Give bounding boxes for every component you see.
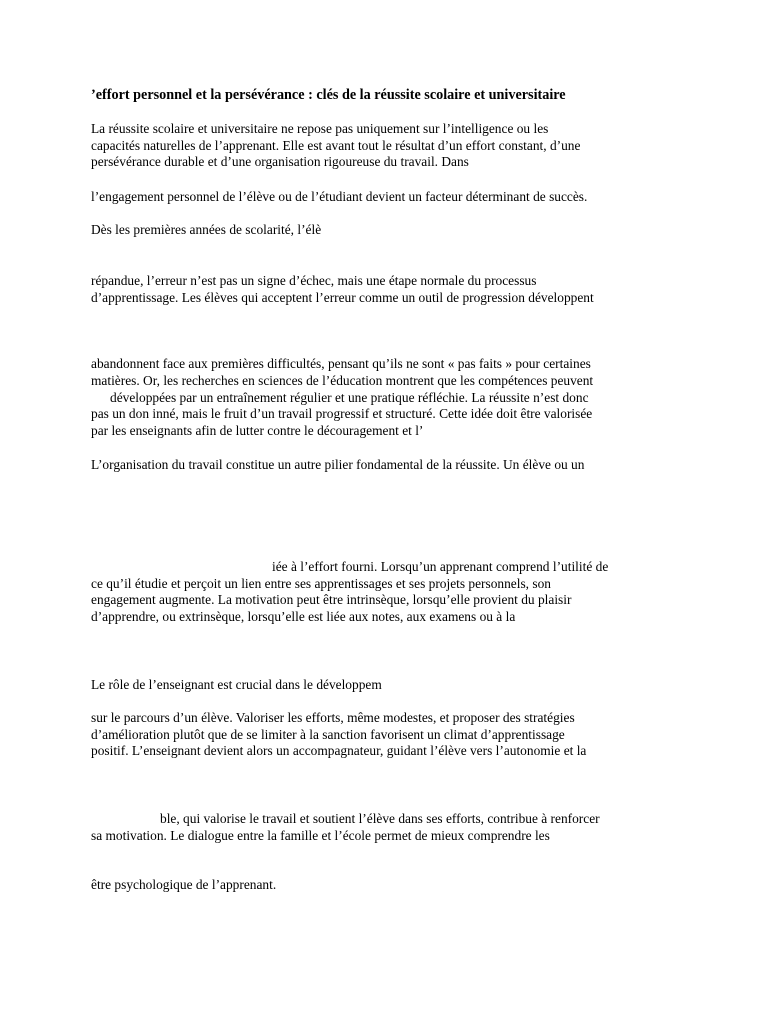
text-line: ble, qui valorise le travail et soutient l’élève dans ses efforts, contribue à renforcer [160, 811, 600, 826]
text-line: engagement augmente. La motivation peut être intrinsèque, lorsqu’elle provient du plaisir [91, 592, 572, 607]
text-line: développées par un entraînement régulier et une pratique réfléchie. La réussite n’est donc [110, 389, 589, 405]
text-line: par les enseignants afin de lutter contre le découragement et l’ [91, 422, 424, 438]
text-line: répandue, l’erreur n’est pas un signe d’échec, mais une étape normale du processus [91, 273, 537, 288]
text-line: capacités naturelles de l’apprenant. Elle est avant tout le résultat d’un effort constant, d’une [91, 137, 581, 153]
text-line: Dès les premières années de scolarité, l’élè [91, 222, 322, 237]
text-line: persévérance durable et d’une organisation rigoureuse du travail. Dans [91, 154, 469, 169]
text-line: d’apprentissage. Les élèves qui acceptent l’erreur comme un outil de progression développent [91, 289, 594, 305]
text-line: ce qu’il étudie et perçoit un lien entre ses apprentissages et ses projets personnels, son [91, 575, 551, 591]
text-line: L’organisation du travail constitue un autre pilier fondamental de la réussite. Un élève ou un [91, 457, 585, 472]
text-line: Le rôle de l’enseignant est crucial dans le développem [91, 677, 382, 692]
text-line: sur le parcours d’un élève. Valoriser les efforts, même modestes, et proposer des stratégies [91, 710, 575, 725]
text-line: matières. Or, les recherches en sciences de l’éducation montrent que les compétences peuvent [91, 373, 594, 388]
text-line: La réussite scolaire et universitaire ne repose pas uniquement sur l’intelligence ou les [91, 121, 549, 136]
text-line: d’amélioration plutôt que de se limiter à la sanction favorisent un climat d’apprentissage [91, 726, 565, 742]
text-line: l’engagement personnel de l’élève ou de l’étudiant devient un facteur déterminant de succès. [91, 189, 588, 204]
text-line: d’apprendre, ou extrinsèque, lorsqu’elle est liée aux notes, aux examens ou à la [91, 608, 516, 624]
text-line: iée à l’effort fourni. Lorsqu’un apprenant comprend l’utilité de [272, 559, 609, 574]
text-line: pas un don inné, mais le fruit d’un travail progressif et structuré. Cette idée doit être valorisée [91, 406, 593, 421]
document-title: ’effort personnel et la persévérance : clés de la réussite scolaire et universitaire [91, 87, 566, 103]
text-line: être psychologique de l’apprenant. [91, 877, 277, 892]
text-line: positif. L’enseignant devient alors un accompagnateur, guidant l’élève vers l’autonomie et la [91, 743, 587, 758]
text-line: abandonnent face aux premières difficultés, pensant qu’ils ne sont « pas faits » pour certaines [91, 356, 591, 371]
text-line: sa motivation. Le dialogue entre la famille et l’école permet de mieux comprendre les [91, 827, 550, 843]
